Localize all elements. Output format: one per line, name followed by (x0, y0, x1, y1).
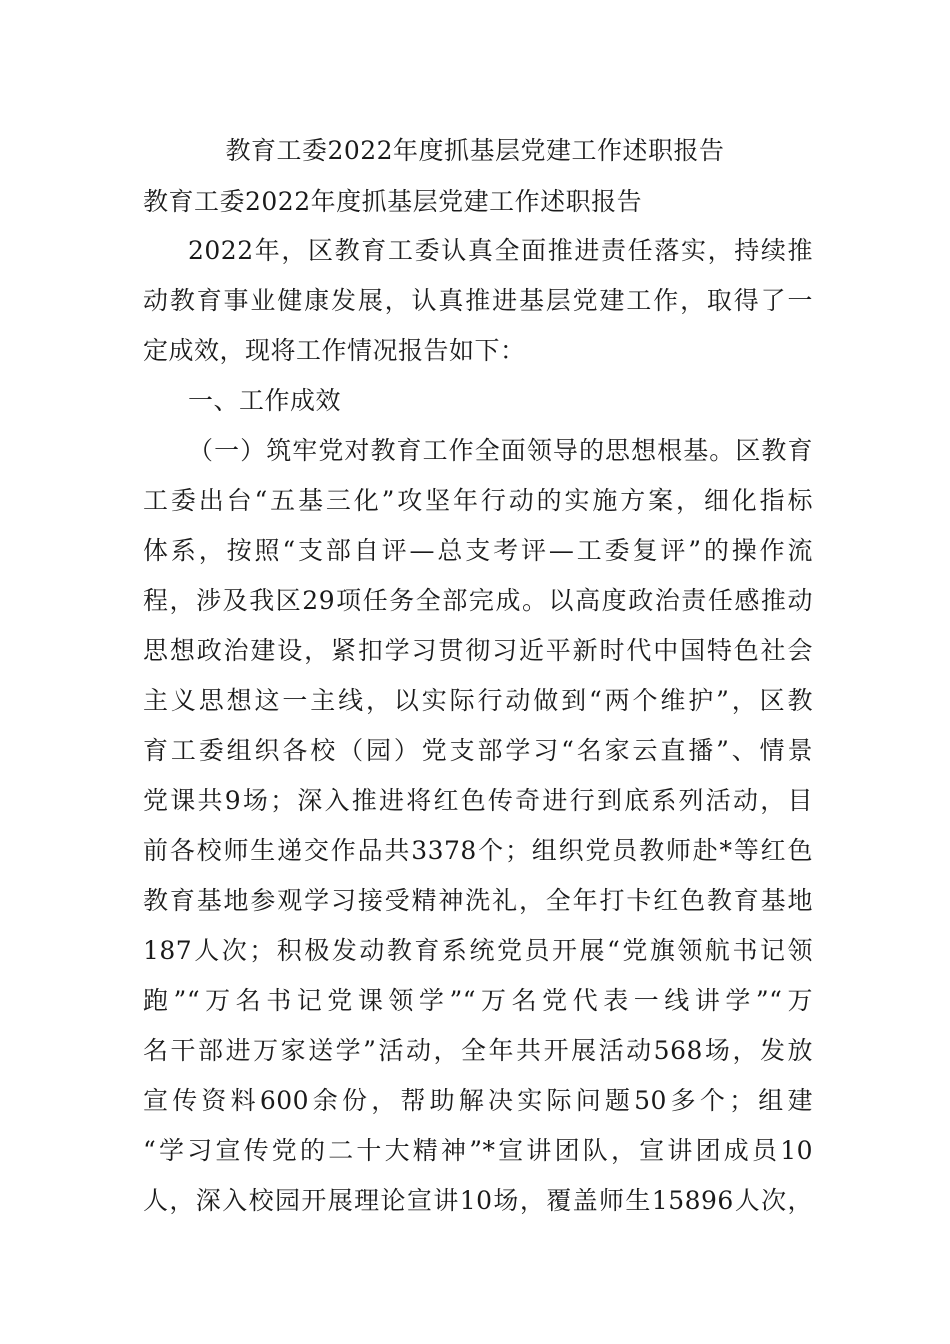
paragraph-line: 2022年，区教育工委认真全面推进责任落实，持续推 (188, 236, 813, 265)
paragraph-line: 育工委组织各校（园）党支部学习“名家云直播”、情景 (143, 736, 813, 765)
paragraph-line: 体系，按照“支部自评—总支考评—工委复评”的操作流 (143, 536, 813, 565)
paragraph-line: 跑”“万名书记党课领学”“万名党代表一线讲学”“万 (143, 986, 813, 1015)
paragraph-line: 工委出台“五基三化”攻坚年行动的实施方案，细化指标 (143, 486, 813, 515)
paragraph-line: 定成效，现将工作情况报告如下： (143, 336, 526, 365)
paragraph-line: 思想政治建设，紧扣学习贯彻习近平新时代中国特色社会 (143, 636, 813, 665)
paragraph-line: 教育基地参观学习接受精神洗礼，全年打卡红色教育基地 (143, 886, 813, 915)
section-heading: 一、工作成效 (188, 386, 342, 415)
paragraph-line: 人，深入校园开展理论宣讲10场，覆盖师生15896人次， (143, 1186, 813, 1215)
paragraph-line: 名干部进万家送学”活动，全年共开展活动568场，发放 (143, 1036, 813, 1065)
paragraph-line: 党课共9场；深入推进将红色传奇进行到底系列活动，目 (143, 786, 813, 815)
paragraph-line: 前各校师生递交作品共3378个；组织党员教师赴*等红色 (143, 836, 813, 865)
document-subtitle: 教育工委2022年度抓基层党建工作述职报告 (143, 187, 643, 216)
paragraph-line: 动教育事业健康发展，认真推进基层党建工作，取得了一 (143, 286, 813, 315)
document-title: 教育工委2022年度抓基层党建工作述职报告 (225, 136, 725, 165)
paragraph-line: 187人次；积极发动教育系统党员开展“党旗领航书记领 (143, 936, 813, 965)
paragraph-line: （一）筑牢党对教育工作全面领导的思想根基。区教育 (188, 436, 813, 465)
paragraph-line: 主义思想这一主线，以实际行动做到“两个维护”，区教 (143, 686, 813, 715)
paragraph-line: 宣传资料600余份，帮助解决实际问题50多个；组建 (143, 1086, 813, 1115)
paragraph-line: “学习宣传党的二十大精神”*宣讲团队，宣讲团成员10 (143, 1136, 813, 1165)
paragraph-line: 程，涉及我区29项任务全部完成。以高度政治责任感推动 (143, 586, 813, 615)
